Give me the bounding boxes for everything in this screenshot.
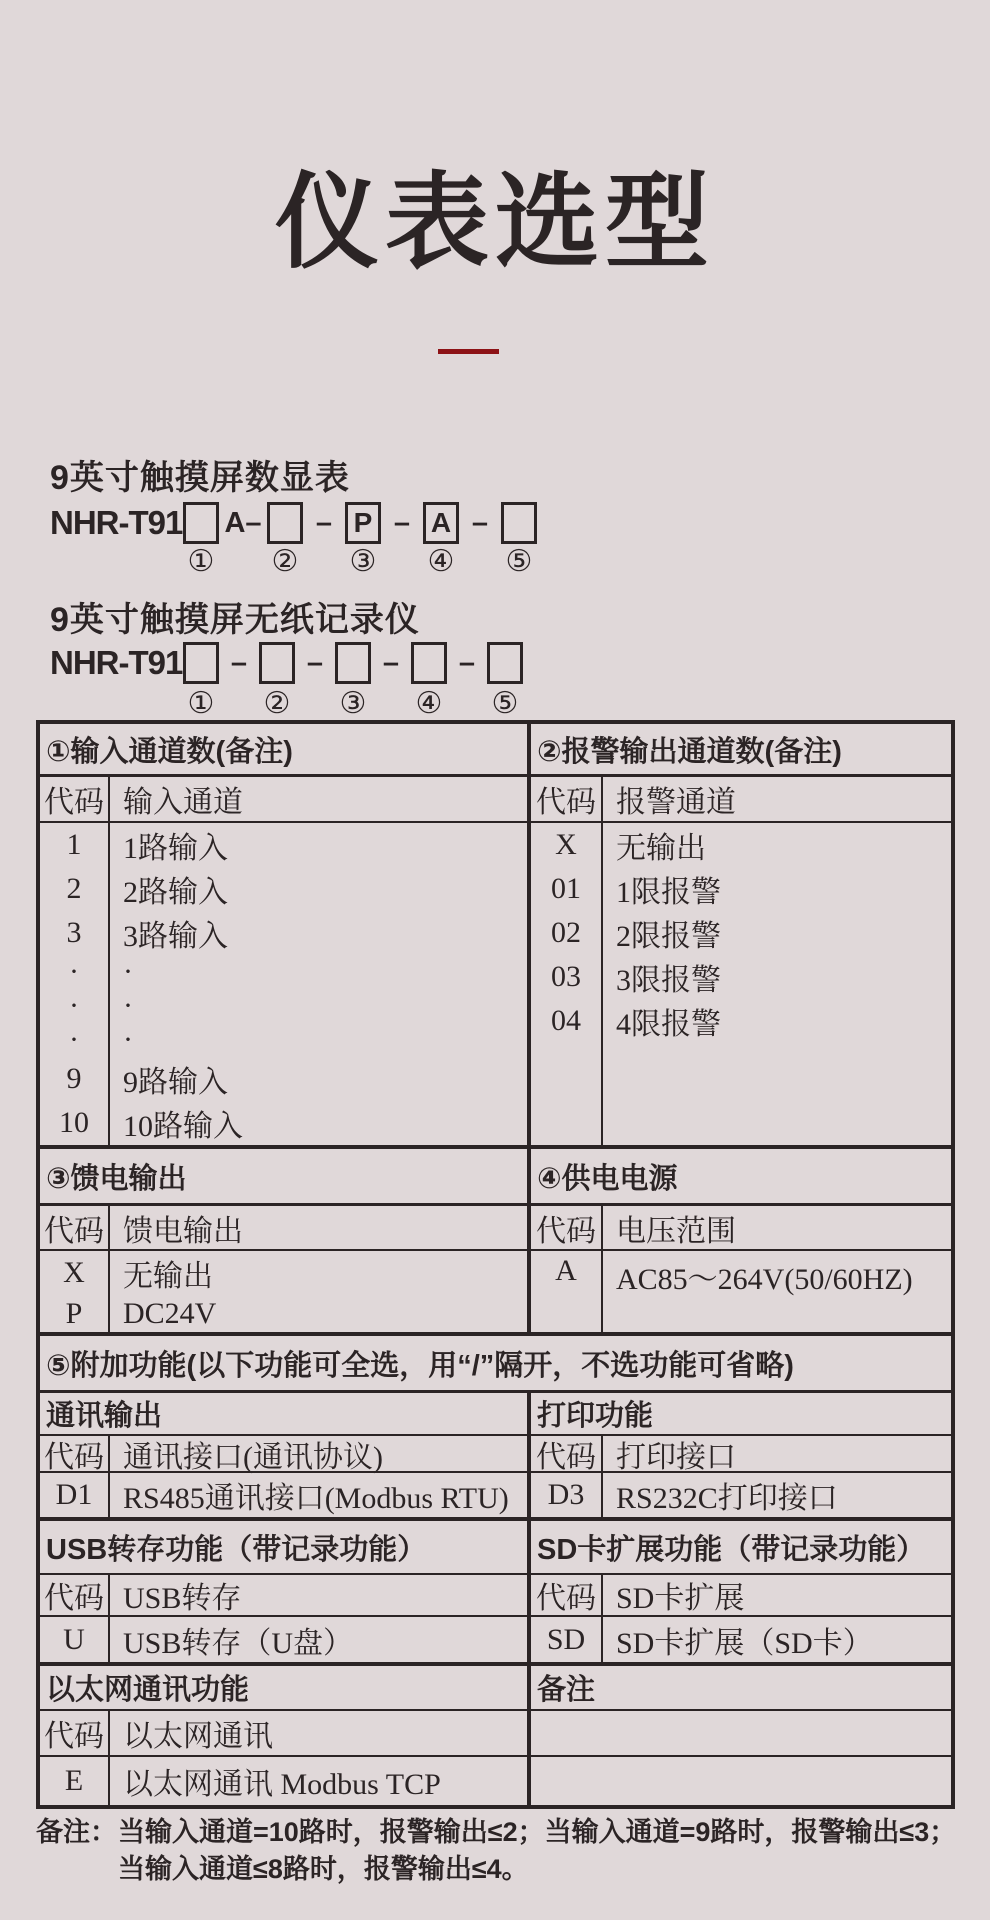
section-feed-power: [40, 1149, 951, 1336]
desc-cell: DC24V: [123, 1296, 217, 1330]
table-row: [40, 1757, 527, 1805]
subheader-row: [531, 1575, 951, 1617]
desc-cell: 9路输入: [123, 1066, 228, 1099]
footnote: [36, 1814, 966, 1888]
subheader-row: [40, 1206, 527, 1251]
desc-cell: 1路输入: [123, 832, 228, 865]
additional-functions-header: ⑤附加功能(以下功能可全选，用“/”隔开，不选功能可省略): [40, 1336, 951, 1393]
subheader-row: [40, 1711, 527, 1757]
code-column-label: 代码: [40, 1206, 110, 1249]
desc-cell: 1限报警: [616, 876, 721, 909]
desc-column-label: 打印接口: [616, 1440, 736, 1474]
desc-column-label: 输入通道: [123, 786, 243, 819]
section-header: 以太网通讯功能: [40, 1666, 527, 1711]
desc-cell: AC85～264V(50/60HZ): [616, 1263, 913, 1296]
table-row: [40, 911, 527, 955]
model-separator: –: [382, 646, 400, 679]
footnote-label: 备注：: [36, 1817, 117, 1847]
table-row: [40, 1473, 527, 1517]
code-cell: X: [531, 823, 603, 867]
product2-model-code: [50, 640, 523, 686]
circled-number-2: ②: [271, 545, 299, 578]
section-header: SD卡扩展功能（带记录功能）: [531, 1521, 951, 1575]
remark-block: [531, 1666, 951, 1805]
section-header: USB转存功能（带记录功能）: [40, 1521, 527, 1575]
table-body: [531, 1617, 951, 1662]
desc-column-label: 以太网通讯: [123, 1720, 273, 1753]
section-header: ③馈电输出: [40, 1149, 527, 1206]
model-separator: –: [230, 646, 248, 679]
model-option-box-2: [267, 502, 303, 544]
feed-output-block: [40, 1149, 531, 1332]
model-separator: –: [393, 506, 411, 539]
print-function-block: [531, 1393, 951, 1517]
desc-cell: 无输出: [123, 1260, 213, 1293]
model-option-box-4: A: [423, 502, 459, 544]
desc-cell: 以太网通讯 Modbus TCP: [123, 1768, 441, 1801]
footnote-text: [118, 1814, 966, 1888]
model-option-box-4: [411, 642, 447, 684]
code-cell: 01: [531, 867, 603, 911]
desc-cell: 10路输入: [123, 1110, 243, 1143]
code-cell: D1: [40, 1473, 110, 1517]
circled-number-4: ④: [415, 687, 443, 720]
selection-table: [36, 720, 955, 1809]
table-row: [531, 1617, 951, 1662]
page-title: 仪表选型: [274, 165, 715, 281]
table-row: [40, 989, 527, 1023]
empty-filler-row: [531, 1043, 951, 1145]
section-header: ④供电电源: [531, 1149, 951, 1206]
code-cell: SD: [531, 1617, 603, 1662]
desc-cell: ·: [123, 1023, 133, 1056]
model-separator: –: [306, 646, 324, 679]
subheader-row: [531, 1206, 951, 1251]
code-cell: A: [531, 1251, 603, 1332]
desc-cell: ·: [123, 989, 133, 1022]
code-cell: 04: [531, 999, 603, 1043]
code-column-label: 代码: [40, 1575, 110, 1615]
model-option-box-5: [501, 502, 537, 544]
desc-cell: 3路输入: [123, 920, 228, 953]
model-option-box-1: [183, 502, 219, 544]
red-divider-line: [438, 349, 499, 354]
desc-column-label: USB转存: [123, 1582, 242, 1615]
section-comm-print: [40, 1393, 951, 1521]
code-cell: [531, 1043, 603, 1145]
table-body: [531, 823, 951, 1145]
product2-heading: 9英寸触摸屏无纸记录仪: [50, 601, 420, 639]
section-header: ②报警输出通道数(备注): [531, 724, 951, 777]
code-cell: E: [40, 1757, 110, 1805]
model-option-box-1: [183, 642, 219, 684]
circled-number-5: ⑤: [505, 545, 533, 578]
model-option-box-2: [259, 642, 295, 684]
desc-cell: 2路输入: [123, 876, 228, 909]
code-cell: 03: [531, 955, 603, 999]
code-column-label: 代码: [531, 1206, 603, 1249]
circled-number-5: ⑤: [491, 687, 519, 720]
desc-cell: ·: [123, 955, 133, 988]
model-prefix: NHR-T91: [50, 504, 183, 541]
code-cell: X: [40, 1251, 110, 1295]
code-column-label: 代码: [531, 1575, 603, 1615]
code-column-label: 代码: [40, 777, 110, 821]
desc-cell: RS485通讯接口(Modbus RTU): [123, 1482, 509, 1515]
sd-expansion-block: [531, 1521, 951, 1662]
desc-cell: [603, 1043, 951, 1145]
model-separator: A–: [224, 506, 262, 539]
code-column-label: 代码: [531, 1436, 603, 1471]
model-separator: –: [315, 506, 333, 539]
circled-number-1: ①: [187, 687, 215, 720]
table-row: [40, 1251, 527, 1295]
product1-heading: 9英寸触摸屏数显表: [50, 459, 350, 497]
code-cell: 2: [40, 867, 110, 911]
table-body: [40, 1757, 527, 1805]
circled-number-3: ③: [349, 545, 377, 578]
model-prefix: NHR-T91: [50, 644, 183, 681]
empty-remark-row: [531, 1757, 951, 1805]
desc-cell: RS232C打印接口: [616, 1482, 838, 1515]
table-row: [40, 1023, 527, 1057]
circled-number-1: ①: [187, 545, 215, 578]
code-cell: P: [40, 1295, 110, 1332]
model-option-box-3: [335, 642, 371, 684]
desc-cell: USB转存（U盘）: [123, 1626, 354, 1660]
section-header: ①输入通道数(备注): [40, 724, 527, 777]
code-cell: 9: [40, 1057, 110, 1101]
table-row: [531, 999, 951, 1043]
table-row: [531, 1251, 951, 1332]
table-body: [40, 1617, 527, 1662]
code-cell: ·: [40, 989, 110, 1023]
section-ethernet-remark: [40, 1666, 951, 1805]
alarm-channels-block: [531, 724, 951, 1145]
section-usb-sd: [40, 1521, 951, 1666]
model-option-box-3: P: [345, 502, 381, 544]
code-column-label: 代码: [40, 1711, 110, 1755]
desc-column-label: 报警通道: [616, 786, 736, 819]
code-column-label: 代码: [531, 777, 603, 821]
circled-number-3: ③: [339, 687, 367, 720]
model-separator: –: [458, 646, 476, 679]
table-row: [40, 1295, 527, 1332]
desc-column-label: 馈电输出: [123, 1214, 243, 1248]
desc-cell: 2限报警: [616, 920, 721, 953]
code-cell: 3: [40, 911, 110, 955]
circled-number-2: ②: [263, 687, 291, 720]
subheader-row: [40, 1575, 527, 1617]
code-cell: 1: [40, 823, 110, 867]
table-row: [40, 867, 527, 911]
subheader-row: [531, 777, 951, 823]
usb-transfer-block: [40, 1521, 531, 1662]
subheader-row: [40, 1436, 527, 1473]
desc-cell: 3限报警: [616, 964, 721, 997]
table-body: [40, 823, 527, 1145]
empty-remark-row: [531, 1711, 951, 1757]
ethernet-block: [40, 1666, 531, 1805]
product1-model-code: [50, 500, 537, 546]
input-channels-block: [40, 724, 531, 1145]
code-cell: D3: [531, 1473, 603, 1517]
table-row: [40, 823, 527, 867]
desc-cell: SD卡扩展（SD卡）: [616, 1626, 873, 1660]
code-cell: U: [40, 1617, 110, 1662]
table-row: [531, 955, 951, 999]
subheader-row: [531, 1436, 951, 1473]
table-row: [40, 955, 527, 989]
table-row: [40, 1617, 527, 1662]
code-cell: 10: [40, 1101, 110, 1145]
comm-output-block: [40, 1393, 531, 1517]
footnote-line-1: 当输入通道=10路时，报警输出≤2；当输入通道=9路时，报警输出≤3；: [118, 1817, 957, 1847]
desc-column-label: SD卡扩展: [616, 1582, 745, 1615]
model-option-box-5: [487, 642, 523, 684]
table-row: [40, 1057, 527, 1101]
desc-column-label: 电压范围: [616, 1214, 736, 1248]
power-supply-block: [531, 1149, 951, 1332]
footnote-line-2: 当输入通道≤8路时，报警输出≤4。: [118, 1854, 529, 1884]
table-body: [40, 1473, 527, 1517]
code-column-label: 代码: [40, 1436, 110, 1471]
desc-cell: 4限报警: [616, 1008, 721, 1041]
desc-column-label: 通讯接口(通讯协议): [123, 1440, 383, 1474]
table-body: [531, 1473, 951, 1517]
subheader-row: [40, 777, 527, 823]
table-body: [40, 1251, 527, 1332]
section-input-alarm: [40, 724, 951, 1149]
section-header: 打印功能: [531, 1393, 951, 1436]
code-cell: ·: [40, 955, 110, 989]
table-row: [40, 1101, 527, 1145]
code-cell: ·: [40, 1023, 110, 1057]
model-separator: –: [471, 506, 489, 539]
table-row: [531, 823, 951, 867]
code-cell: 02: [531, 911, 603, 955]
table-row: [531, 1473, 951, 1517]
section-header: 通讯输出: [40, 1393, 527, 1436]
table-row: [531, 867, 951, 911]
circled-number-4: ④: [427, 545, 455, 578]
table-body: [531, 1251, 951, 1332]
desc-cell: 无输出: [616, 832, 706, 865]
table-row: [531, 911, 951, 955]
section-header: 备注: [531, 1666, 951, 1711]
